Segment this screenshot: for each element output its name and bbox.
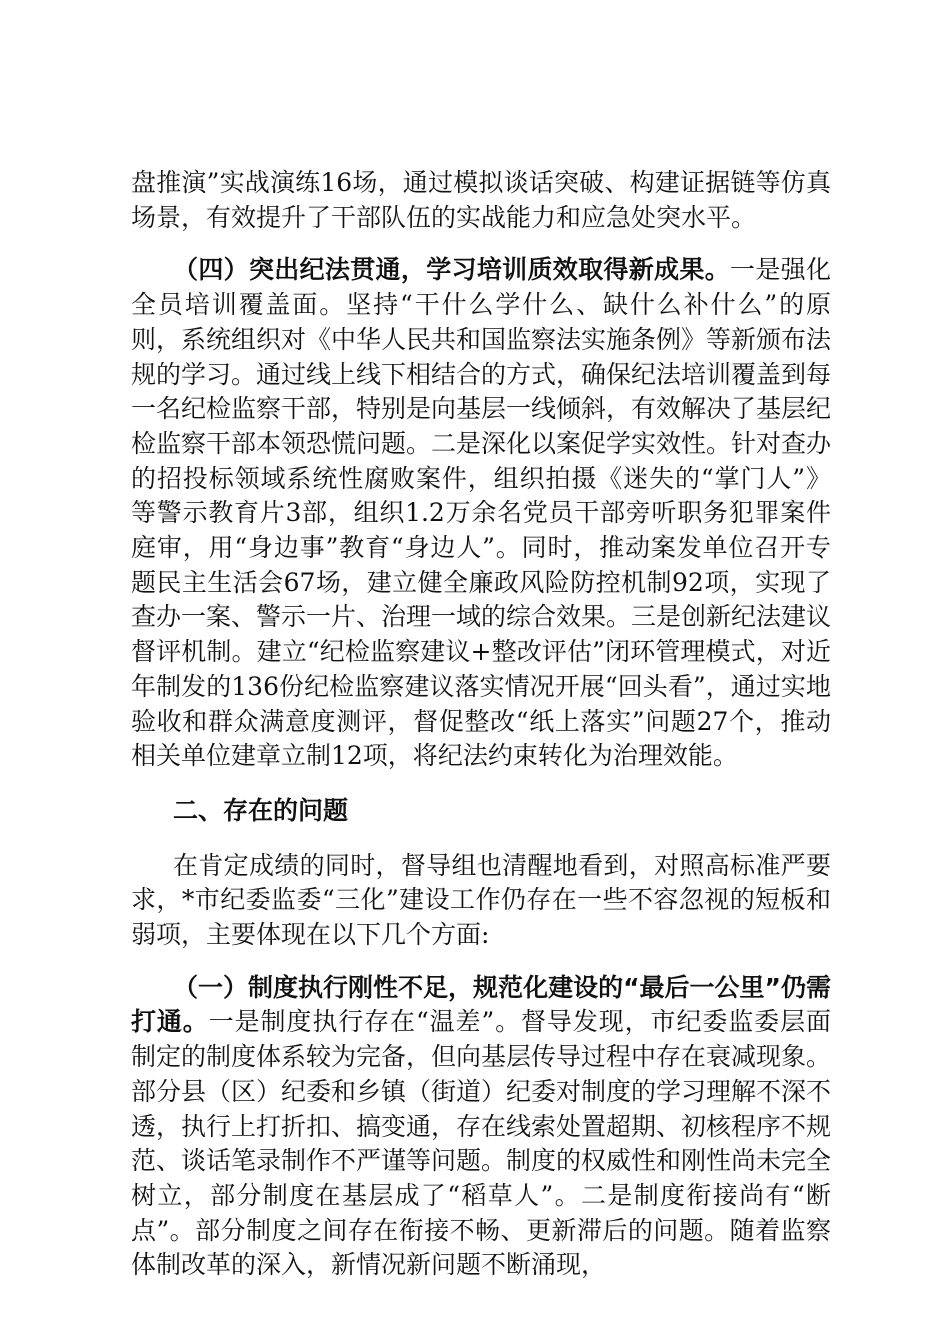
problem-one-heading: （一）制度执行刚性不足，规范化建设的“最后一公里”仍需打通。 bbox=[131, 972, 831, 1037]
paragraph-problems-intro: 在肯定成绩的同时，督导组也清醒地看到，对照高标准严要求，*市纪委监委“三化”建设工作仍存在一些不容忽视的短板和弱项，主要体现在以下几个方面: bbox=[131, 850, 831, 950]
paragraph-section-four bbox=[131, 253, 831, 774]
heading-existing-problems: 二、存在的问题 bbox=[173, 795, 349, 825]
problem-one-body: 一是制度执行存在“温差”。督导发现，市纪委监委层面制定的制度体系较为完备，但向基层传导过程中存在衰减现象。部分县（区）纪委和乡镇（街道）纪委对制度的学习理解不深不透，执行上打折扣、搞变通，存在线索处置超期、初核程序不规范、谈话笔录制作不严谨等问题。制度的权威性和刚性尚未完全树立，部分制度在基层成了“稻草人”。二是制度衔接尚有“断点”。部分制度之间存在衔接不畅、更新滞后的问题。随着监察体制改革的深入，新情况新问题不断涌现， bbox=[131, 1007, 832, 1280]
document-page bbox=[131, 166, 831, 1283]
section-four-heading: （四）突出纪法贯通，学习培训质效取得新成果。 bbox=[173, 255, 731, 285]
section-four-body: 一是强化全员培训覆盖面。坚持“干什么学什么、缺什么补什么”的原则，系统组织对《中华人民共和国监察法实施条例》等新颁布法规的学习。通过线上线下相结合的方式，确保纪法培训覆盖到每一名纪检监察干部，特别是向基层一线倾斜，有效解决了基层纪检监察干部本领恐慌问题。二是深化以案促学实效性。针对查办的招投标领域系统性腐败案件，组织拍摄《迷失的“掌门人”》等警示教育片3部，组织1.2万余名党员干部旁听职务犯罪案件庭审，用“身边事”教育“身边人”。同时，推动案发单位召开专题民主生活会67场，建立健全廉政风险防控机制92项，实现了查办一案、警示一片、治理一域的综合效果。三是创新纪法建议督评机制。建立“纪检监察建议+整改评估”闭环管理模式，对近年制发的136份纪检监察建议落实情况开展“回头看”，通过实地验收和群众满意度测评，督促整改“纸上落实”问题27个，推动相关单位建章立制12项，将纪法约束转化为治理效能。 bbox=[131, 255, 832, 771]
paragraph-continued: 盘推演”实战演练16场，通过模拟谈话突破、构建证据链等仿真场景，有效提升了干部队伍的实战能力和应急处突水平。 bbox=[131, 168, 831, 232]
paragraph-problem-one bbox=[131, 971, 831, 1283]
